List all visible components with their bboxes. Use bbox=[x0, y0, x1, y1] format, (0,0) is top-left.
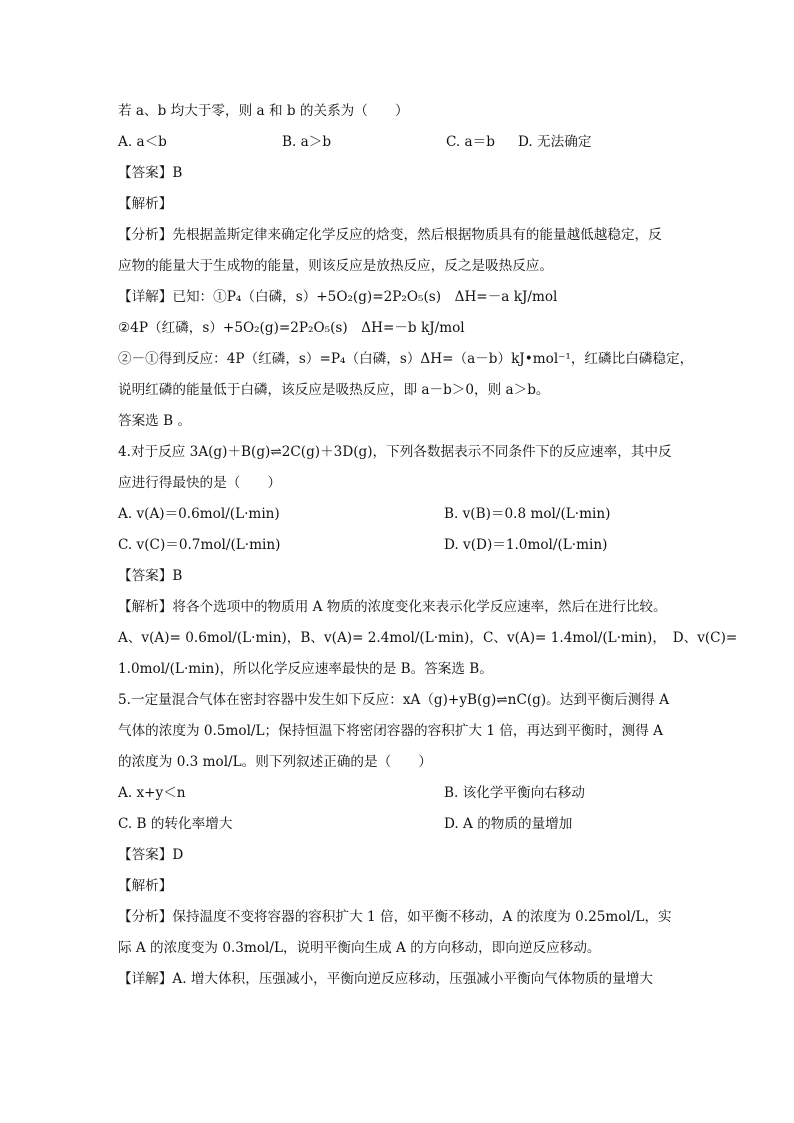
answer-line: 【答案】B bbox=[118, 568, 183, 584]
analysis-line: 【分析】先根据盖斯定律来确定化学反应的焓变，然后根据物质具有的能量越低越稳定，反 bbox=[118, 227, 662, 243]
question-5-stem: 气体的浓度为 0.5mol/L；保持恒温下将密闭容器的容积扩大 1 倍，再达到平衡时，测得 A bbox=[118, 723, 663, 739]
options-row bbox=[118, 778, 678, 809]
analysis-line: 【分析】保持温度不变将容器的容积扩大 1 倍，如平衡不移动，A 的浓度为 0.25mol/L，实 bbox=[118, 909, 672, 925]
options-row bbox=[118, 530, 678, 561]
explanation-heading: 【解析】 bbox=[118, 878, 173, 894]
question-stem: 若 a、b 均大于零，则 a 和 b 的关系为（ ） bbox=[118, 103, 409, 119]
answer-line: 【答案】B bbox=[118, 165, 183, 181]
options-row bbox=[118, 499, 678, 530]
detail-line: ②4P（红磷，s）+5O₂(g)=2P₂O₅(s) ΔH=－b kJ/mol bbox=[118, 320, 465, 336]
question-4-stem: 应进行得最快的是（ ） bbox=[118, 475, 282, 491]
option-a: A. v(A)＝0.6mol/(L·min) bbox=[118, 506, 280, 522]
option-d: D. 无法确定 bbox=[518, 134, 592, 150]
explanation-line: 【解析】将各个选项中的物质用 A 物质的浓度变化来表示化学反应速率，然后在进行比较。 bbox=[118, 599, 667, 615]
explanation-line: 1.0mol/(L·min)，所以化学反应速率最快的是 B。答案选 B。 bbox=[118, 661, 493, 677]
option-d: D. v(D)＝1.0mol/(L·min) bbox=[444, 537, 608, 553]
option-c: C. a＝b bbox=[446, 134, 495, 150]
answer-choice-line: 答案选 B 。 bbox=[118, 413, 192, 429]
option-b: B. v(B)＝0.8 mol/(L·min) bbox=[444, 506, 611, 522]
option-a: A. a＜b bbox=[118, 134, 167, 150]
detail-line: 说明红磷的能量低于白磷，该反应是吸热反应，即 a－b＞0，则 a＞b。 bbox=[118, 382, 550, 398]
option-a: A. x+y＜n bbox=[118, 785, 186, 801]
detail-line: 【详解】A. 增大体积，压强减小，平衡向逆反应移动，压强减小平衡向气体物质的量增大 bbox=[118, 971, 654, 987]
detail-line: ②－①得到反应：4P（红磷，s）=P₄（白磷，s）ΔH=（a－b）kJ•mol⁻¹，红磷比白磷稳定， bbox=[118, 351, 694, 367]
question-5-stem: 5.一定量混合气体在密封容器中发生如下反应：xA（g)+yB(g)⇌nC(g)。达到平衡后测得 A bbox=[118, 692, 670, 708]
answer-line: 【答案】D bbox=[118, 847, 184, 863]
question-4-stem: 4.对于反应 3A(g)＋B(g)⇌2C(g)＋3D(g)，下列各数据表示不同条件下的反应速率，其中反 bbox=[118, 444, 672, 460]
option-b: B. a＞b bbox=[282, 134, 332, 150]
analysis-line: 应物的能量大于生成物的能量，则该反应是放热反应，反之是吸热反应。 bbox=[118, 258, 553, 274]
option-c: C. B 的转化率增大 bbox=[118, 816, 233, 832]
option-d: D. A 的物质的量增加 bbox=[444, 816, 573, 832]
options-row bbox=[118, 809, 678, 840]
options-row bbox=[118, 127, 678, 158]
option-b: B. 该化学平衡向右移动 bbox=[444, 785, 585, 801]
document-page bbox=[118, 96, 738, 995]
question-5-stem: 的浓度为 0.3 mol/L。则下列叙述正确的是（ ） bbox=[118, 754, 432, 770]
detail-line: 【详解】已知：①P₄（白磷，s）+5O₂(g)=2P₂O₅(s) ΔH=－a kJ/mol bbox=[118, 289, 558, 305]
analysis-line: 际 A 的浓度变为 0.3mol/L，说明平衡向生成 A 的方向移动，即向逆反应移动。 bbox=[118, 940, 601, 956]
option-c: C. v(C)＝0.7mol/(L·min) bbox=[118, 537, 281, 553]
explanation-line: A、v(A)= 0.6mol/(L·min)，B、v(A)= 2.4mol/(L·min)，C、v(A)= 1.4mol/(L·min)， D、v(C)= bbox=[118, 630, 738, 646]
explanation-heading: 【解析】 bbox=[118, 196, 173, 212]
